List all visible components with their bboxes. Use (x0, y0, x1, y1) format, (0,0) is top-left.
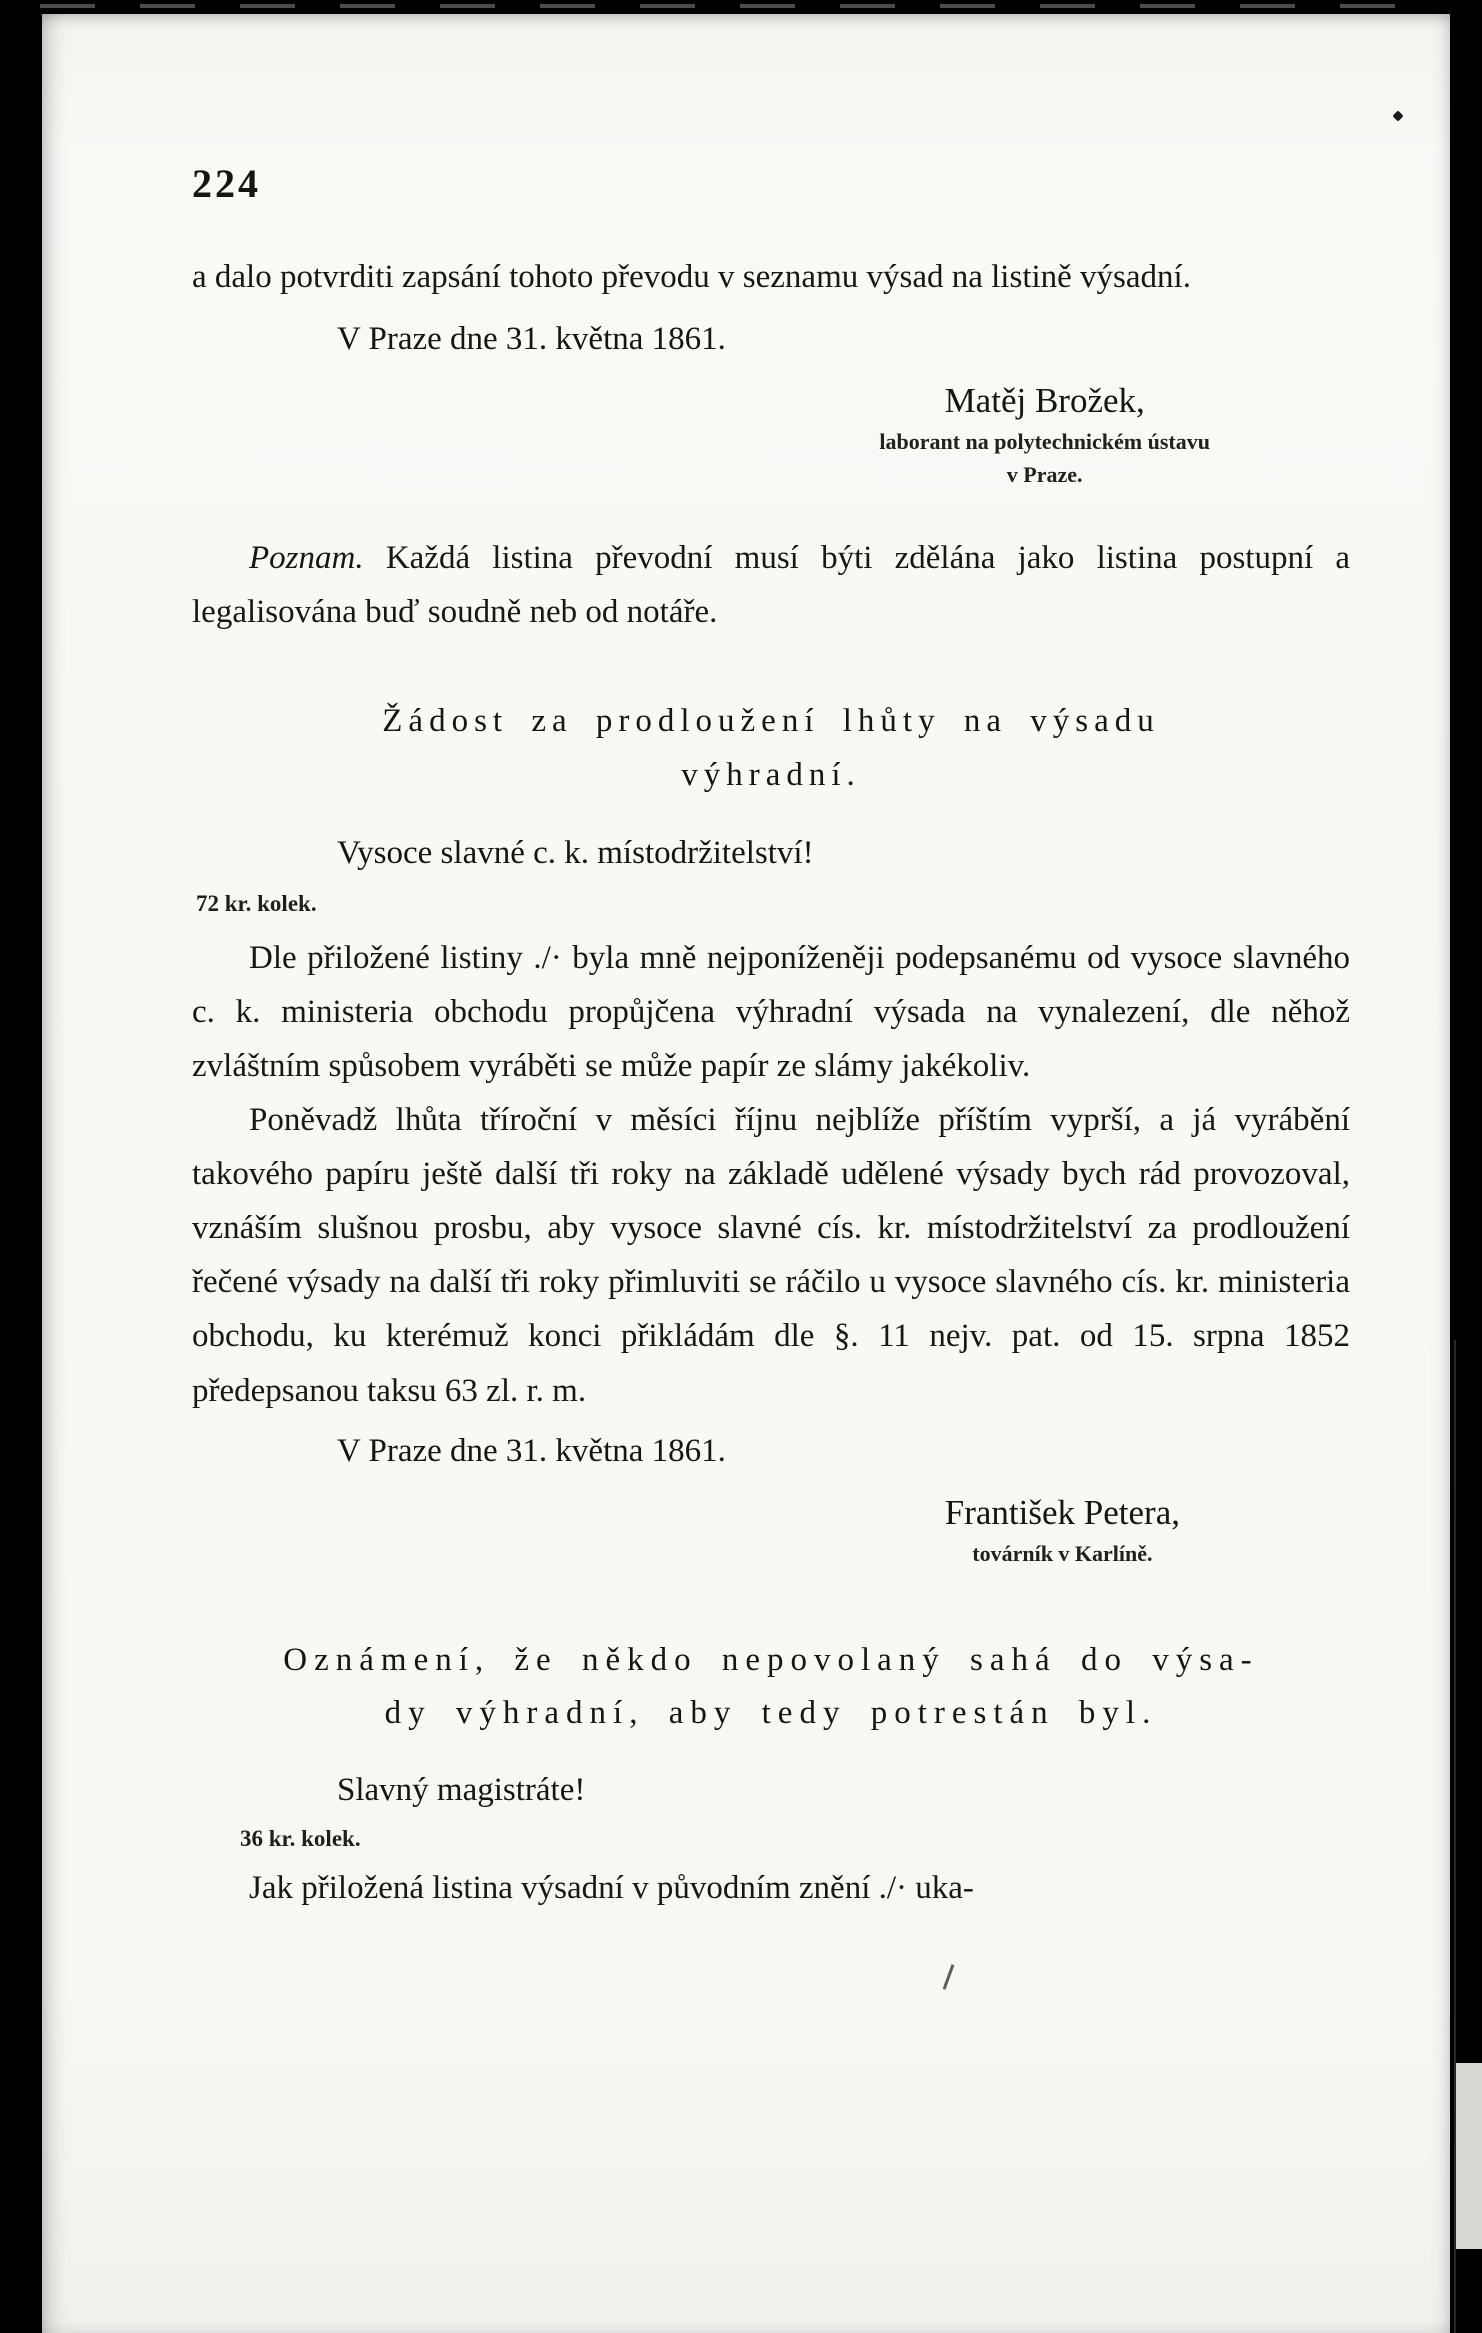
petition-heading (192, 1634, 1350, 1741)
signature-name: Matěj Brožek, (944, 381, 1145, 421)
petition-heading (192, 695, 1350, 802)
body-paragraph: Dle přiložené listiny ./· byla mně nejponíženěji podepsanému od vysoce slavného c. k. ministeria obchodu propůjčena výhradní výsada na vynalezení, dle něhož zvláštním spůsobem vyráběti se může papír ze slámy jakékoliv. (192, 939, 1350, 1084)
signature-role-line: v Praze. (1006, 462, 1083, 488)
note-paragraph (192, 531, 1350, 639)
scan-edge-notch-artifact (1456, 2063, 1482, 2249)
ink-mark-artifact (943, 1964, 955, 1989)
signature-name: František Petera, (944, 1492, 1180, 1532)
body-paragraph: Poněvadž lhůta tříroční v měsíci říjnu nejblíže příštím vyprší, a já vyrábění takového papíru ještě další tři roky na základě udělené výsady bych rád provozoval, vznáším slušnou prosbu, aby vysoce slavné cís. kr. místodržitelství za prodloužení řečené výsady na další tři roky přimluviti se ráčilo u vysoce slavného cís. kr. ministeria obchodu, ku kterémuž konci přikládám dle §. 11 nejv. pat. od 15. srpna 1852 předepsanou taksu 63 zl. r. m. (192, 1101, 1350, 1409)
salutation: Vysoce slavné c. k. místodržitelství! (337, 835, 814, 872)
note-text: Každá listina převodní musí býti zdělána jako listina postupní a legalisována buď soudně neb od notáře. (192, 540, 1351, 631)
scan-edge-dashes-artifact (40, 4, 1400, 8)
dateline: V Praze dne 31. května 1861. (337, 321, 726, 358)
page-number: 224 (192, 161, 261, 206)
note-label: Poznam. (249, 540, 364, 577)
body-paragraph: Jak přiložená listina výsadní v původním znění ./· uka- (249, 1869, 974, 1906)
signature-block (879, 376, 1210, 491)
page-content (42, 14, 1450, 1915)
salutation: Slavný magistráte! (337, 1771, 586, 1808)
scanned-book-page (42, 14, 1450, 2333)
stamp-duty-note: 36 kr. kolek. (240, 1825, 361, 1851)
intro-paragraph: a dalo potvrditi zapsání tohoto převodu v seznamu výsad na listině výsadní. (192, 259, 1191, 295)
heading-line: Žádost za prodloužení lhůty na výsadu (382, 703, 1160, 740)
signature-role-line: laborant na polytechnickém ústavu (879, 429, 1210, 455)
stamp-duty-note: 72 kr. kolek. (196, 891, 317, 917)
heading-line: výhradní. (681, 756, 861, 793)
heading-line: dy výhradní, aby tedy potrestán byl. (384, 1695, 1158, 1732)
heading-line: Oznámení, že někdo nepovolaný sahá do výsa- (283, 1641, 1259, 1678)
dateline: V Praze dne 31. května 1861. (337, 1432, 726, 1469)
signature-block (945, 1488, 1180, 1570)
signature-role-line: továrník v Karlíně. (972, 1540, 1153, 1566)
